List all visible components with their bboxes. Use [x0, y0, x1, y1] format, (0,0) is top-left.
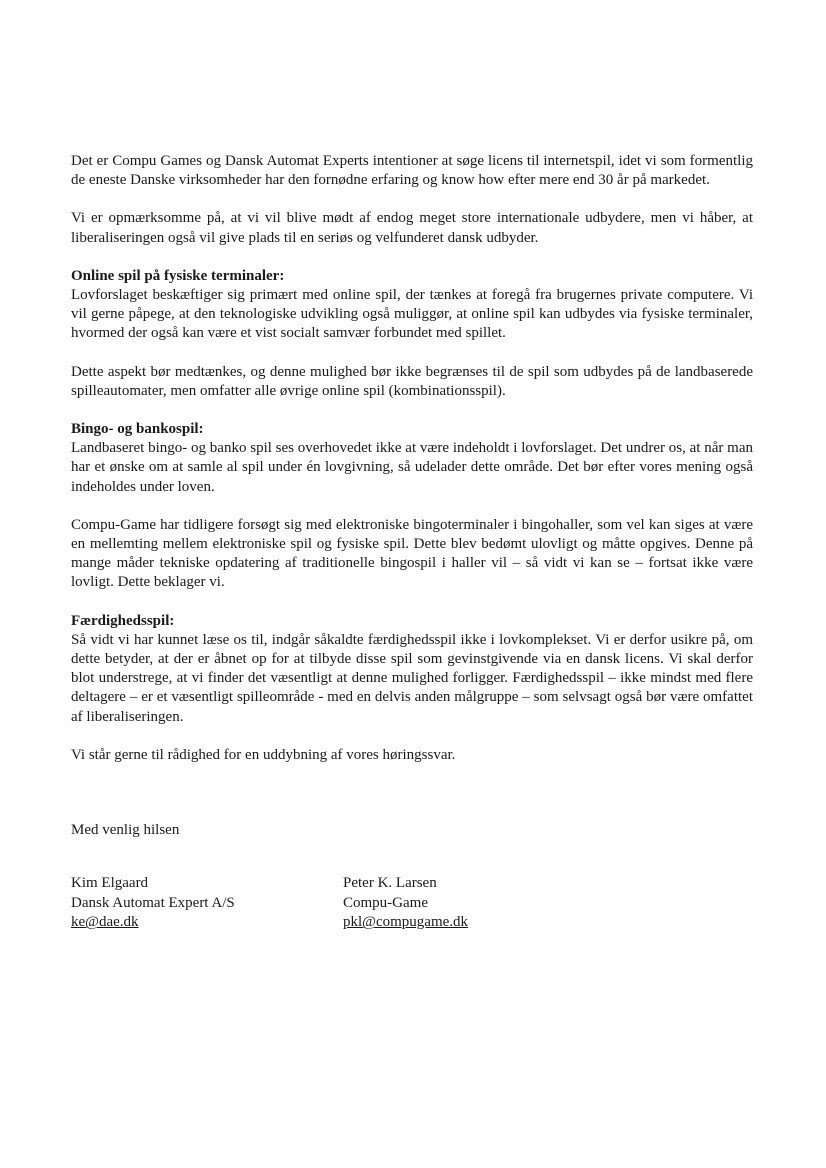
section-heading: Online spil på fysiske terminaler: — [71, 267, 285, 284]
signatory-company: Dansk Automat Expert A/S — [71, 894, 235, 911]
signatory-company: Compu-Game — [343, 894, 428, 911]
closing-salutation: Med venlig hilsen — [71, 822, 180, 839]
section-paragraph: Landbaseret bingo- og banko spil ses overhovedet ikke at være indeholdt i lovforslaget. Det undrer os, at når man har et ønske om at samle al spil under én lovgivning, så udelader dette område. Det bør efter vores mening også indeholdes under loven. — [71, 440, 753, 495]
section-paragraph: Lovforslaget beskæftiger sig primært med online spil, der tænkes at foregå fra brugernes private computere. Vi vil gerne påpege, at den teknologiske udvikling også muliggør, at online spil kan udbydes via fysiske terminaler, hvormed der også kan være et vist socialt samvær forbundet med spillet. — [71, 287, 753, 342]
section-heading: Bingo- og bankospil: — [71, 421, 204, 438]
intro-paragraph-2: Vi er opmærksomme på, at vi vil blive mødt af endog meget store internationale udbydere, men vi håber, at liberaliseringen også vil give plads til en seriøs og velfunderet dansk udbyder. — [71, 210, 753, 246]
signatory-email-link[interactable]: pkl@compugame.dk — [343, 914, 469, 931]
signatory-name: Kim Elgaard — [71, 875, 149, 892]
signatory-elgaard — [71, 874, 343, 933]
section-paragraph: Så vidt vi har kunnet læse os til, indgår såkaldte færdighedsspil ikke i lovkomplekset. Vi er derfor usikre på, om dette betyder, at der er åbnet op for at tilbyde disse spil som gevinstgivende via en dansk licens. Vi skal derfor blot understrege, at vi finder det væsentligt at denne mulighed forligger. Færdighedsspil – ikke mindst med flere deltagere – er et væsentligt spilleområde - med en delvis anden målgruppe – som selvsagt også bør være omfattet af liberaliseringen. — [71, 631, 753, 725]
section-bingo — [71, 420, 753, 593]
letter-body — [71, 152, 753, 933]
signature-block — [71, 874, 753, 933]
outro-paragraph: Vi står gerne til rådighed for en uddybning af vores høringssvar. — [71, 746, 456, 763]
signatory-name: Peter K. Larsen — [343, 875, 437, 892]
section-paragraph: Compu-Game har tidligere forsøgt sig med elektroniske bingoterminaler i bingohaller, som vel kan siges at være en mellemting mellem elektroniske spil og fysiske spil. Dette blev bedømt ulovligt og måtte opgives. Denne på mange måder tekniske opdatering af traditionelle bingospil i haller vil – så vidt vi kan se – fortsat ikke være lovligt. Dette beklager vi. — [71, 516, 753, 591]
signatory-larsen — [343, 874, 615, 933]
signatory-email-link[interactable]: ke@dae.dk — [71, 914, 139, 931]
section-heading: Færdighedsspil: — [71, 612, 175, 629]
section-online-terminals — [71, 267, 753, 401]
section-skill-games — [71, 612, 753, 727]
section-paragraph: Dette aspekt bør medtænkes, og denne mulighed bør ikke begrænses til de spil som udbydes på de landbaserede spilleautomater, men omfatter alle øvrige online spil (kombinationsspil). — [71, 363, 753, 399]
intro-paragraph-1: Det er Compu Games og Dansk Automat Experts intentioner at søge licens til internetspil, idet vi som formentlig de eneste Danske virksomheder har den fornødne erfaring og know how efter mere end 30 år på markedet. — [71, 153, 753, 189]
